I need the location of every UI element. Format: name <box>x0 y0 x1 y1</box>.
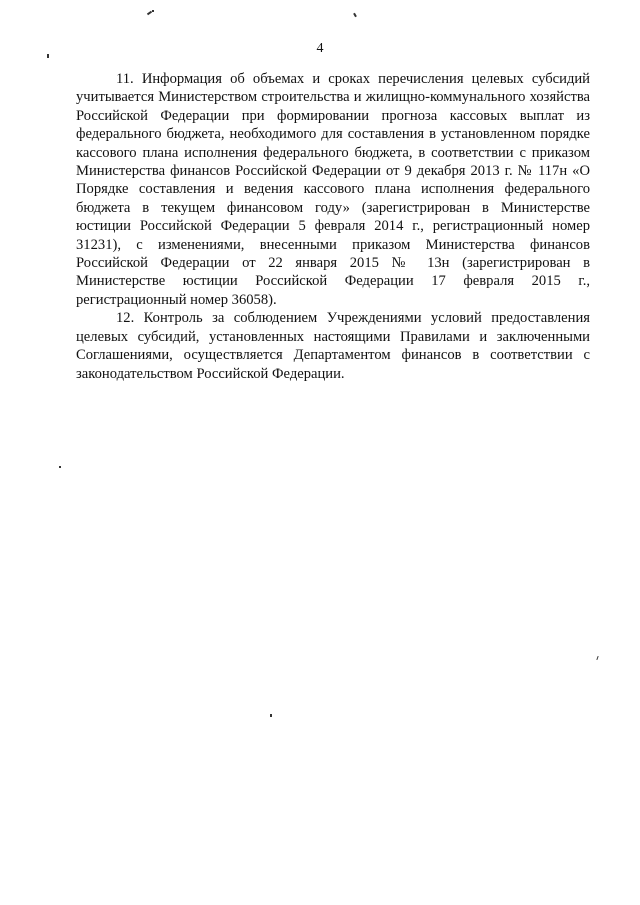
paragraph-12: 12. Контроль за соблюдением Учреждениями условий предоставления целевых субсидий, установленных настоящими Правилами и заключенными Соглашениями, осуществляется Департаментом финансов в соответствии с законодательством Российской Федерации. <box>76 310 590 382</box>
scan-mark <box>596 656 598 660</box>
page-number: 4 <box>316 41 324 56</box>
scan-mark <box>270 714 272 717</box>
scan-mark <box>59 466 61 468</box>
paragraph-11: 11. Информация об объемах и сроках перечисления целевых субсидий учитывается Министерством строительства и жилищно-коммунального хозяйства Российской Федерации при формировании прогноза кассовых выплат из федерального бюджета, необходимого для составления в установленном порядке кассового плана исполнения федерального бюджета, в соответствии с приказом Министерства финансов Российской Федерации от 9 декабря 2013 г. № 117н «О Порядке составления и ведения кассового плана исполнения федерального бюджета в текущем финансовом году» (зарегистрирован в Министерстве юстиции Российской Федерации 5 февраля 2014 г., регистрационный номер 31231), с изменениями, внесенными приказом Министерства финансов Российской Федерации от 22 января 2015 № 13н (зарегистрирован в Министерстве юстиции Российской Федерации 17 февраля 2015 г., регистрационный номер 36058). <box>76 71 590 308</box>
document-body <box>76 70 590 383</box>
scan-mark <box>152 10 154 12</box>
scan-mark <box>353 13 357 17</box>
